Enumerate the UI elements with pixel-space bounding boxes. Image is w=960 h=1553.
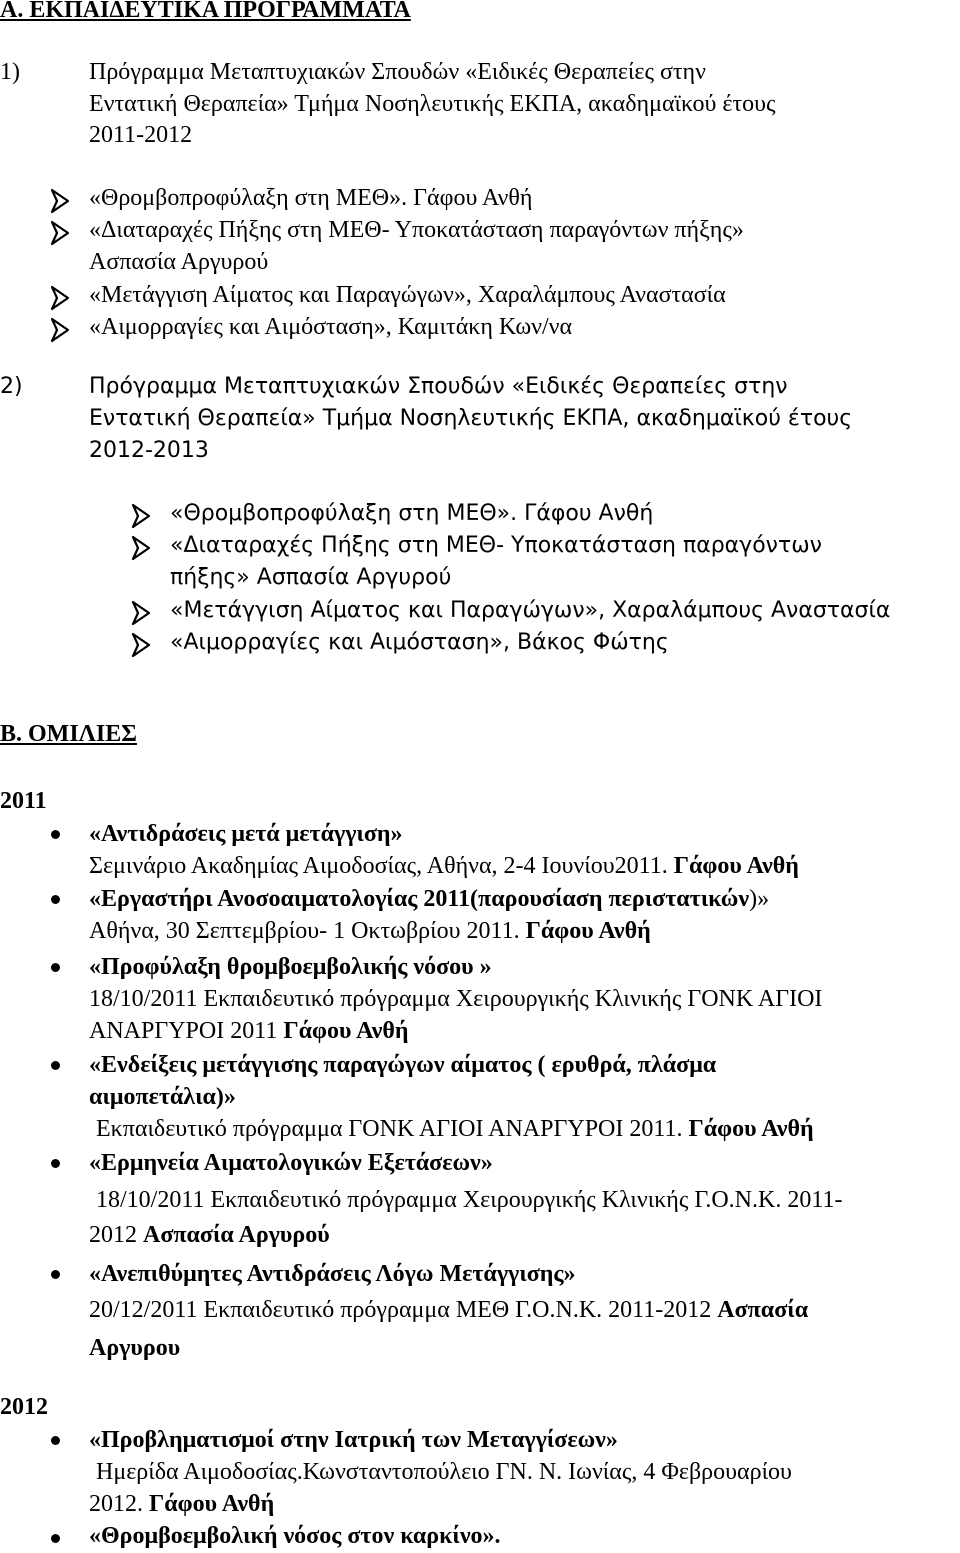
program-1-item-4: «Αιμορραγίες και Αιμόσταση», Καμιτάκη Κων/να (89, 314, 573, 340)
bullet-dot (51, 1534, 60, 1543)
program-2-item-1: «Θρομβοπροφύλαξη στη ΜΕΘ». Γάφου Ανθή (170, 501, 654, 526)
section-a-title: Α. ΕΚΠΑΙΔΕΥΤΙΚΑ ΠΡΟΓΡΑΜΜΑΤΑ (0, 0, 411, 23)
section-b-title: Β. ΟΜΙΛΙΕΣ (0, 721, 137, 747)
program-2-item-3: «Μετάγγιση Αίματος και Παραγώγων», Χαραλάμπους Αναστασία (170, 598, 891, 623)
program-1-item-3: «Μετάγγιση Αίματος και Παραγώγων», Χαραλάμπους Αναστασία (89, 282, 726, 308)
program-2-heading-line-3: 2012-2013 (89, 438, 209, 463)
talk-2012-2-title: «Θρομβοεμβολική νόσος στον καρκίνο». (89, 1523, 501, 1549)
talk-2011-3-description-line-2: ΑΝΑΡΓΥΡΟΙ 2011 Γάφου Ανθή (89, 1018, 409, 1044)
bullet-dot (51, 963, 60, 972)
talk-2011-2-author: Γάφου Ανθή (525, 918, 651, 944)
arrow-bullet-icon (131, 600, 151, 626)
talk-2011-6-author-part-1: Ασπασία (717, 1297, 809, 1323)
talk-2011-6-author-part-2: Αργυρου (89, 1335, 181, 1361)
talk-2011-5-title: «Ερμηνεία Αιματολογικών Εξετάσεων» (89, 1150, 493, 1176)
talk-2012-1-author: Γάφου Ανθή (149, 1491, 275, 1517)
year-2012-heading: 2012 (0, 1394, 48, 1420)
bullet-dot (51, 1061, 60, 1070)
program-2-number: 2) (0, 374, 23, 399)
program-1-number: 1) (0, 59, 20, 85)
bullet-dot (51, 895, 60, 904)
talk-2011-6-description: 20/12/2011 Εκπαιδευτικό πρόγραμμα ΜΕΘ Γ.Ο.Ν.Κ. 2011-2012 Ασπασία (89, 1297, 809, 1323)
arrow-bullet-icon (131, 535, 151, 561)
program-2-item-2-line-1: «Διαταραχές Πήξης στη ΜΕΘ- Υποκατάσταση παραγόντων (170, 533, 822, 558)
talk-2011-6-title: «Ανεπιθύμητες Αντιδράσεις Λόγω Μετάγγισης» (89, 1261, 576, 1287)
program-2-item-2-line-2: πήξης» Ασπασία Αργυρού (170, 565, 452, 590)
talk-2011-1-author: Γάφου Ανθή (673, 853, 799, 879)
year-2011-heading: 2011 (0, 788, 47, 814)
talk-2011-5-description-line-1: 18/10/2011 Εκπαιδευτικό πρόγραμμα Χειρουργικής Κλινικής Γ.Ο.Ν.Κ. 2011- (96, 1187, 843, 1213)
arrow-bullet-icon (50, 317, 70, 343)
arrow-bullet-icon (50, 220, 70, 246)
program-1-heading-line-2: Εντατική Θεραπεία» Τμήμα Νοσηλευτικής ΕΚΠΑ, ακαδημαϊκού έτους (89, 91, 776, 117)
talk-2011-5-description-line-2: 2012 Ασπασία Αργυρού (89, 1222, 330, 1248)
program-1-item-2-line-2: Ασπασία Αργυρού (89, 249, 269, 275)
talk-2011-3-description-line-1: 18/10/2011 Εκπαιδευτικό πρόγραμμα Χειρουργικής Κλινικής ΓΟΝΚ ΑΓΙΟΙ (89, 986, 823, 1012)
talk-2011-4-title-line-1: «Ενδείξεις μετάγγισης παραγώγων αίματος ( ερυθρά, πλάσμα (89, 1052, 717, 1078)
talk-2011-2-description: Αθήνα, 30 Σεπτεμβρίου- 1 Οκτωβρίου 2011. Γάφου Ανθή (89, 918, 651, 944)
program-2-heading-line-1: Πρόγραμμα Μεταπτυχιακών Σπουδών «Ειδικές Θεραπείες στην (89, 374, 788, 399)
talk-2011-2-title: «Εργαστήρι Ανοσοαιματολογίας 2011(παρουσίαση περιστατικών)» (89, 886, 770, 912)
program-2-heading-line-2: Εντατική Θεραπεία» Τμήμα Νοσηλευτικής ΕΚΠΑ, ακαδημαϊκού έτους (89, 406, 853, 431)
program-1-item-1: «Θρομβοπροφύλαξη στη ΜΕΘ». Γάφου Ανθή (89, 185, 533, 211)
talk-2011-3-title: «Προφύλαξη θρομβοεμβολικής νόσου » (89, 954, 492, 980)
talk-2011-3-author: Γάφου Ανθή (283, 1018, 409, 1044)
talk-2011-1-description: Σεμινάριο Ακαδημίας Αιμοδοσίας, Αθήνα, 2-4 Ιουνίου2011. Γάφου Ανθή (89, 853, 799, 879)
program-1-item-2-line-1: «Διαταραχές Πήξης στη ΜΕΘ- Υποκατάσταση παραγόντων πήξης» (89, 217, 744, 243)
talk-2011-4-author: Γάφου Ανθή (688, 1116, 814, 1142)
talk-2012-1-description-line-1: Ημερίδα Αιμοδοσίας.Κωνσταντοπούλειο ΓΝ. Ν. Ιωνίας, 4 Φεβρουαρίου (96, 1459, 792, 1485)
talk-2012-1-description-line-2: 2012. Γάφου Ανθή (89, 1491, 275, 1517)
talk-2011-1-title: «Αντιδράσεις μετά μετάγγιση» (89, 821, 403, 847)
talk-2011-4-description: Εκπαιδευτικό πρόγραμμα ΓΟΝΚ ΑΓΙΟΙ ΑΝΑΡΓΥΡΟΙ 2011. Γάφου Ανθή (96, 1116, 814, 1142)
talk-2011-4-title-line-2: αιμοπετάλια)» (89, 1084, 236, 1110)
bullet-dot (51, 1159, 60, 1168)
arrow-bullet-icon (50, 285, 70, 311)
bullet-dot (51, 1436, 60, 1445)
program-1-heading-line-1: Πρόγραμμα Μεταπτυχιακών Σπουδών «Ειδικές Θεραπείες στην (89, 59, 706, 85)
arrow-bullet-icon (50, 188, 70, 214)
arrow-bullet-icon (131, 503, 151, 529)
bullet-dot (51, 1270, 60, 1279)
program-1-heading-line-3: 2011-2012 (89, 122, 193, 148)
bullet-dot (51, 830, 60, 839)
arrow-bullet-icon (131, 632, 151, 658)
talk-2011-5-author: Ασπασία Αργυρού (143, 1222, 330, 1248)
program-2-item-4: «Αιμορραγίες και Αιμόσταση», Βάκος Φώτης (170, 630, 669, 655)
talk-2012-1-title: «Προβληματισμοί στην Ιατρική των Μεταγγίσεων» (89, 1427, 618, 1453)
